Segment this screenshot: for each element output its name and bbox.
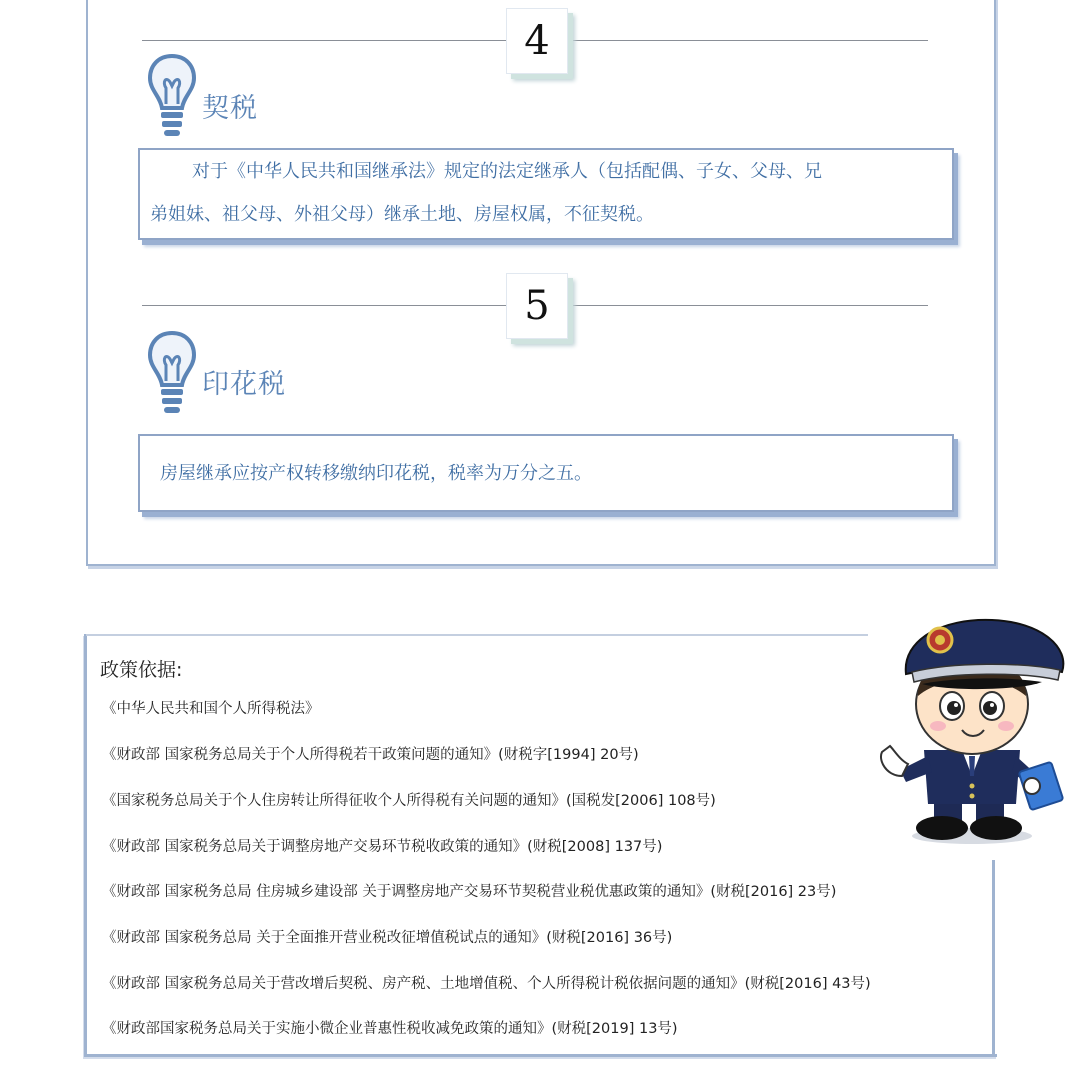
section-title: 契税 — [202, 93, 258, 124]
section-text-line: 弟姐妹、祖父母、外祖父母）继承土地、房屋权属，不征契税。 — [150, 204, 654, 225]
section-text-box — [138, 148, 954, 240]
policy-title: 政策依据: — [100, 659, 183, 681]
policy-item: 《财政部 国家税务总局 住房城乡建设部 关于调整房地产交易环节契税营业税优惠政策的通知》(财税[2016] 23号) — [102, 884, 837, 900]
policy-item: 《财政部国家税务总局关于实施小微企业普惠性税收减免政策的通知》(财税[2019] 13号) — [102, 1021, 678, 1037]
policy-item: 《财政部 国家税务总局关于调整房地产交易环节税收政策的通知》(财税[2008] 137号) — [102, 839, 663, 855]
section-text-line: 对于《中华人民共和国继承法》规定的法定继承人（包括配偶、子女、父母、兄 — [192, 161, 822, 182]
policy-item: 《中华人民共和国个人所得税法》 — [102, 701, 320, 717]
policy-divider — [86, 634, 868, 636]
policy-border — [992, 860, 995, 1056]
policy-item: 《国家税务总局关于个人住房转让所得征收个人所得税有关问题的通知》(国税发[2006] 108号) — [102, 793, 716, 809]
lightbulb-icon — [146, 329, 198, 419]
section-title: 印花税 — [202, 369, 286, 400]
section-text-line: 房屋继承应按产权转移缴纳印花税，税率为万分之五。 — [160, 463, 592, 484]
policy-item: 《财政部 国家税务总局关于营改增后契税、房产税、土地增值税、个人所得税计税依据问题的通知》(财税[2016] 43号) — [102, 976, 871, 992]
section-number-badge: 5 — [506, 273, 568, 339]
policy-item: 《财政部 国家税务总局关于个人所得税若干政策问题的通知》(财税字[1994] 20号) — [102, 747, 639, 763]
tax-panel — [86, 0, 996, 566]
section-number-badge: 4 — [506, 8, 568, 74]
policy-item: 《财政部 国家税务总局 关于全面推开营业税改征增值税试点的通知》(财税[2016] 36号) — [102, 930, 673, 946]
section-text-box — [138, 434, 954, 512]
lightbulb-icon — [146, 52, 198, 142]
tax-officer-mascot — [872, 600, 1072, 850]
